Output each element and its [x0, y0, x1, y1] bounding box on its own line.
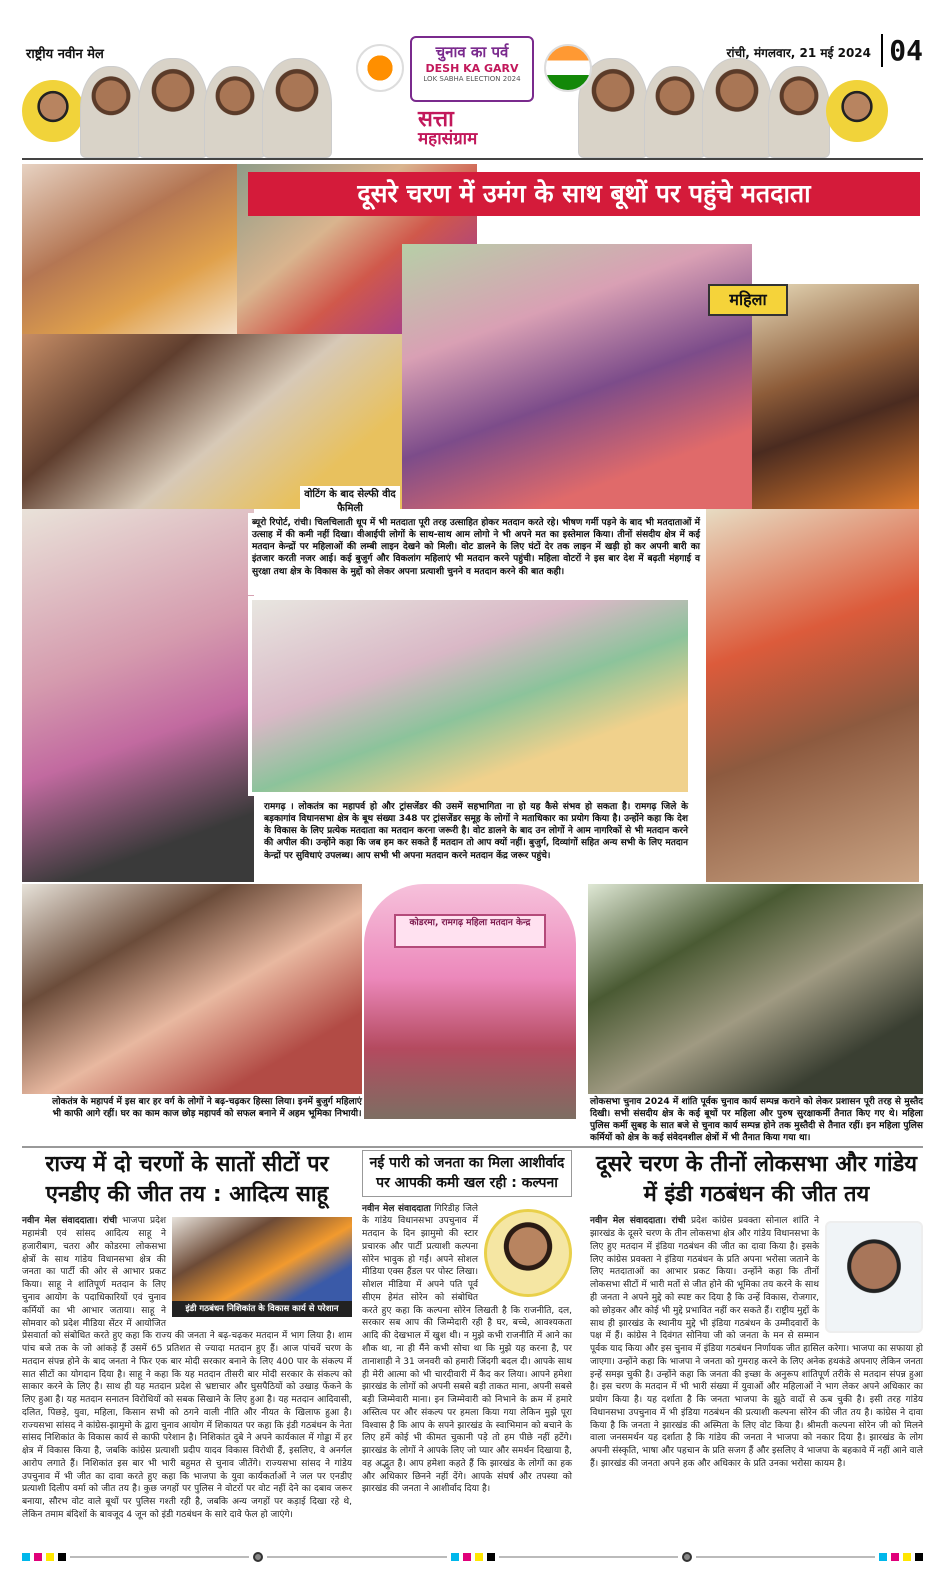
story-text: गिरिडीह जिले के गांडेय विधानसभा उपचुनाव में मतदान के दिन झामुमो की स्टार प्रचारक और पार्टी प्रत्याशी कल्पना सोरेन भावुक हो गईं। अपने सोशल मीडिया एक्स हैंडल पर पोस्ट लिखा। सोशल मीडिया में अपने पति पूर्व सीएम हेमंत सोरेन को संबोधित करते हुए कहा कि कल्पना सोरेन लिखती है कि राजनीति, दल, सरकार सब आप की जिम्मेदारी रही है घर, बच्चे, आवश्यकता आदि की देखभाल में खुश थी। न मुझे कभी राजनीति में आने का शौक था, ना ही मैंने कभी सोचा था कि मुझे यह करना है, पर तानाशाही ने 31 जनवरी को हमारी जिंदगी बदल दी। आपके साथ ही मेरी आत्मा को भी चारदीवारी में कैद कर लिया। आपने हमेशा झारखंड के लोगों को अपनी सबसे बड़ी ताकत माना, अपनी सबसे बड़ी जिम्मेवारी माना। इन जिम्मेवारी को निभाने के क्रम में हमारे अस्तित्व पर और संकल्प पर हमला किया गया लेकिन मुझे पूरा विश्वास है कि आप के सपने झारखंड के स्वाभिमान को बचाने के लिए हमें कोई भी कीमत चुकानी पड़े तो हम पीछे नहीं हटेंगे। झारखंड के लोगों ने आपके लिए जो प्यार और समर्थन दिखाया है, वह अद्भुत है। आप हमेशा कहते हैं कि झारखंड के लोगों का हक और अधिकार छिनने नहीं देंगे। आपके संघर्ष और तपस्या को झारखंड की जनता ने आशीर्वाद दिया है।: [362, 1203, 572, 1495]
women-booth-arch-sign: कोडरमा, रामगढ़ महिला मतदान केन्द्र: [394, 914, 546, 948]
woman-voter-closeup-photo: [752, 284, 919, 509]
story-dateline: नवीन मेल संवाददाता: [362, 1203, 431, 1214]
booth-sign: महिला: [708, 284, 788, 316]
hero-collage: [22, 164, 919, 882]
voters-photo: [22, 164, 237, 334]
black-swatch: [487, 1553, 495, 1561]
story-dateline: नवीन मेल संवाददाता। रांची: [22, 1216, 118, 1227]
section-title-line2: महासंग्राम: [418, 129, 478, 150]
leader-portrait: [138, 58, 208, 158]
story-headline: दूसरे चरण के तीनों लोकसभा और गांडेय में इंडी गठबंधन की जीत तय: [595, 1152, 918, 1207]
queue-men-photo: [22, 884, 362, 1094]
leader-portrait: [644, 66, 706, 158]
yellow-swatch: [903, 1553, 911, 1561]
black-swatch: [58, 1553, 66, 1561]
hero-story: ब्यूरो रिपोर्ट, रांची। चिलचिलाती धूप में भी मतदाता पूरी तरह उत्साहित होकर मतदान करते रहे। भीषण गर्मी पड़ने के बाद भी मतदाताओं में उत्साह में की कमी नहीं दिखा। वीआईपी लोगों के साथ-साथ आम लोगो ने भी अपने मत का इस्तेमाल किया। तीनों संसदीय क्षेत्र में कई मतदान केन्द्रों पर महिलाओं की लम्बी लाइन देखने को मिली। वोट डालने के लिए घंटों देर तक लाइन में खड़ी हो कर अपनी बारी का इंतजार करती नजर आई। कई बुजुर्ग और विकलांग महिलाएं भी मतदान करने पहुंची। महिला वोटरों ने इस बार देश में बढ़ती मंहगाई व सुरक्षा तथा क्षेत्र के विकास के मुद्दों को लेकर अपना प्रत्याशी चुनने व मतदान करने की बात कही।: [248, 513, 704, 595]
cyan-swatch: [22, 1553, 30, 1561]
story-body: [22, 1215, 352, 1521]
story-text-continued: उन्होंने कहा कि जनता की इच्छा के अनुरूप शांतिपूर्ण तरीके से मतदान संपन्न हुआ है। इस चरण के मतदान में भी भारी संख्या में युवाओं और महिलाओं ने भाग लेकर अपने अधिकार का प्रयोग किया है। यह दर्शाता है कि जनता भाजपा के झूठे वादों से ऊब चुकी है। इसी तरह गांडेय विधानसभा उपचुनाव में भी इंडिया गठबंधन की प्रत्याशी कल्पना सोरेन की जीत तय है। कांग्रेस ने दावा किया है कि जनता ने झारखंड की अस्मिता के लिए वोट किया है। श्रीमती कल्पना सोरेन जी को मिलने वाला जनसमर्थन यह दर्शाता है कि गांडेय की जनता ने भाजपा को नकार दिया है। झारखंड के लोग अपनी संस्कृति, भाषा और पहचान के प्रति सजग हैं और इसलिए वे भाजपा के बहकावे में नहीं आने वाले हैं। झारखंड की जनता अपने हक और अधिकार के प्रति उनका भरोसा कायम है।: [590, 1369, 923, 1469]
yellow-swatch: [46, 1553, 54, 1561]
logo-title: चुनाव का पर्व: [435, 43, 509, 61]
page-number: 04: [881, 34, 923, 67]
magenta-swatch: [891, 1553, 899, 1561]
photo-caption: इंडी गठबंधन निशिकांत के विकास कार्य से परेशान: [172, 1301, 352, 1317]
leader-portrait: [22, 80, 84, 142]
security-caption: लोकसभा चुनाव 2024 में शांति पूर्वक चुनाव कार्य सम्पन्न कराने को लेकर प्रशासन पूरी तरह से मुस्तैद दिखी। सभी संसदीय क्षेत्र के कई बूथों पर महिला और पुरुष सुरक्षाकर्मी तैनात किए गए थे। महिला पुलिस कर्मी सुबह के सात बजे से चुनाव कार्य सम्पन्न होने तक मुस्तैदी से तैनात रहीं। इन महिला पुलिस कर्मियों को क्षेत्र के कई संवेदनशील क्षेत्रों में भी तैनात किया गया था।: [590, 1097, 923, 1144]
magenta-swatch: [34, 1553, 42, 1561]
story-body: [590, 1215, 923, 1470]
photo-row: [22, 884, 923, 1144]
cyan-swatch: [451, 1553, 459, 1561]
selfie-caption: वोटिंग के बाद सेल्फी वीद फैमिली: [300, 486, 400, 517]
women-voters-photo: [402, 244, 752, 509]
story-kalpana: [362, 1150, 572, 1496]
leader-portrait: [826, 80, 888, 142]
logo-subtitle: DESH KA GARV: [425, 62, 519, 75]
date-line: रांची, मंगलवार, 21 मई 2024: [726, 46, 871, 60]
story-dateline: नवीन मेल संवाददाता। रांची: [590, 1216, 686, 1227]
black-swatch: [915, 1553, 923, 1561]
section-title-line1: सत्ता: [418, 107, 454, 132]
story-text: भाजपा प्रदेश महामंत्री एवं सांसद आदित्य साहू ने हजारीबाग, चतरा और कोडरमा लोकसभा क्षेत्रों के साथ गांडेय विधानसभा क्षेत्र की जनता का पार्टी की ओर से आभार प्रकट किया। साहू ने शांतिपूर्ण मतदान के लिए चुनाव आयोग के पदाधिकारियों एवं चुनाव कर्मियों का भी आभार जताया। साहू ने सोमवार को प्रदेश मीडिया सेंटर में आयोजित प्रेसवार्ता को संबोधित करते हुए कहा कि राज्य की जनता ने बढ़-चढ़कर मतदान में भाग लिया है। शाम पांच बजे तक के जो आंकड़े हैं उसमें 65 प्रतिशत से ज्यादा मतदान हुए हैं। आज पांचवें चरण के मतदान संपन्न होने के बाद जनता ने फिर एक बार मोदी सरकार बनाने के लिए 400 पार के संकल्प में सात सीटों का योगदान दिया है। साहू ने कहा कि यह मतदान तीसरी बार मोदी सरकार के संकल्प को साकार करने के लिए है। साथ ही यह मतदान प्रदेश से भ्रष्टाचार और घुसपैठियों को उखाड़ फेंकने के लिए हुआ है। यह मतदान सनातन विरोधियों को सबक सिखाने के लिए हुआ है। यह मतदान आदिवासी, दलित, पिछड़े, युवा, महिला, किसान सभी को ठगने वाली नीति और नीयत के खिलाफ हुआ है।: [22, 1216, 352, 1418]
cyan-swatch: [879, 1553, 887, 1561]
story-india-alliance: [590, 1150, 923, 1471]
security-personnel-photo: [588, 884, 923, 1094]
selfie-family-photo: [22, 334, 402, 509]
masthead-divider: [22, 158, 923, 160]
leader-portrait: [702, 58, 772, 158]
story-headline: नई पारी को जनता का मिला आशीर्वाद पर आपकी कमी खल रही : कल्पना: [362, 1150, 572, 1197]
magenta-swatch: [463, 1553, 471, 1561]
story-aditya-sahu: [22, 1150, 352, 1522]
leader-portrait: [80, 66, 142, 158]
spokesperson-portrait: [825, 1221, 923, 1333]
kalpana-portrait: [484, 1209, 572, 1297]
registration-mark-icon: [682, 1552, 692, 1562]
press-conference-photo: [172, 1217, 352, 1317]
story-headline: राज्य में दो चरणों के सातों सीटों पर एनडीए की जीत तय : आदित्य साहू: [45, 1152, 329, 1207]
masthead: [22, 30, 923, 158]
yellow-swatch: [475, 1553, 483, 1561]
leader-portrait: [262, 58, 332, 158]
leader-portrait: [204, 66, 266, 158]
ramgarh-story: रामगढ़ । लोकतंत्र का महापर्व हो और ट्रांसजेंडर की उसमें सहभागिता ना हो यह कैसे संभव हो सकता है। रामगढ़ जिले के बड़कागांव विधानसभा क्षेत्र के बूथ संख्या 348 पर ट्रांसजेंडर समूह के लोगों ने मताधिकार का प्रयोग किया है। उन्होंने कहा कि देश के विकास के लिए प्रत्येक मतदाता का मतदान करना जरूरी है। वोट डालने के बाद उन लोगों ने आम नागरिकों से भी मतदान करने की अपील की। उन्होंने कहा कि जब हम कर सकते हैं मतदान तो आप क्यों नहीं। बुजुर्ग, दिव्यांगों सहित अन्य सभी के लिए मतदान केन्द्रों पर सुविधाएं उपलब्ध। आप सभी भी अपना मतदान करने मतदान केंद्र जरूर पहुंचे।: [260, 798, 692, 882]
elderly-voter-photo: [706, 509, 919, 882]
registration-mark-icon: [253, 1552, 263, 1562]
section-title: [418, 108, 477, 149]
story-text-continued: राज्यसभा सांसद ने कांग्रेस-झामुमो के द्वारा चुनाव आयोग में शिकायत पर कहा कि इंडी गठबंधन के नेता सांसद निशिकांत के विकास कार्य से काफी परेशान है। निशिकांत दुबे ने अपने कार्यकाल में गोड्डा में हर क्षेत्र में विकास किया है, जबकि कांग्रेस प्रत्याशी प्रदीप यादव विकास विरोधी हैं, इसलिए, वे अनर्गल आरोप लगाते हैं। निशिकांत इस बार भी भारी बहुमत से चुनाव जीतेंगे। राज्यसभा सांसद ने गांडेय उपचुनाव में भी जीत का दावा करते हुए कहा कि भाजपा के युवा कार्यकर्ताओं ने जल पर एनडीए प्रत्याशी दिलीप वर्मा को जीत तय है। कुछ जगहों पर पुलिस ने वोटरों पर वोट नहीं देने का दबाव जरूर बनाया, सौरभ वोट वाले बूथों पर पुलिस गश्ती रही है, जबकि अन्य जगहों पर कड़ाई दिखा रहे थे, लेकिन तमाम बंदिशों के बावजूद 4 जून को इंडी गठबंधन के सारे दावे फेल हो जाएंगे।: [22, 1420, 352, 1520]
story-body: [362, 1203, 572, 1497]
section-divider: [22, 1146, 923, 1148]
hero-headline: दूसरे चरण में उमंग के साथ बूथों पर पहुंचे मतदाता: [248, 172, 920, 216]
print-color-bar: [22, 1552, 923, 1562]
logo-tagline: LOK SABHA ELECTION 2024: [423, 75, 521, 83]
congress-logo-icon: [544, 44, 592, 92]
election-logo: [410, 36, 534, 102]
wheelchair-voter-photo: [22, 509, 254, 882]
bjp-logo-icon: [356, 44, 404, 92]
queue-caption: लोकतंत्र के महापर्व में इस बार हर वर्ग के लोगों ने बढ़-चढ़कर हिस्सा लिया। इनमें बुजुर्ग महिलाएं भी काफी आगे रहीं। घर का काम काज छोड़ महापर्व को सफल बनाने में अहम भूमिका निभायी।: [52, 1097, 362, 1120]
paper-name: राष्ट्रीय नवीन मेल: [26, 47, 104, 62]
story-text: प्रदेश कांग्रेस प्रवक्ता सोनाल शांति ने झारखंड के दूसरे चरण के तीन लोकसभा क्षेत्र और गांडेय विधानसभा के लिए हुए मतदान में इंडिया गठबंधन की जीत का दावा किया है। इसके लिए कांग्रेस प्रवक्ता ने इंडिया गठबंधन के प्रति अपना भरोसा जताने के लिए मतदाताओं का आभार प्रकट किया। उन्होंने कहा कि तीनों लोकसभा सीटों में भारी मतों से जीत होने की भूमिका तय करने के साथ ही जनता ने अपने मुद्दे को स्पष्ट कर दिया है कि उन्हें विकास, रोजगार, को छोड़कर और कोई भी मुद्दे प्रभावित नहीं कर सकते हैं। राष्ट्रीय मुद्दों के साथ ही झारखंड के स्थानीय मुद्दे भी इंडिया गठबंधन के उम्मीदवारों के पक्ष में हैं। कांग्रेस ने दिवंगत सोनिया जी को जनता के मन से सम्मान पूर्वक याद किया और इस चुनाव में इंडिया गठबंधन निर्णायक जीत हासिल करेगा। भाजपा का सफाया हो जाएगा। उन्होंने कहा कि भाजपा ने जनता को गुमराह करने के लिए अनेक हथकंडे अपनाए लेकिन जनता इन्हें समझ चुकी है।: [590, 1216, 923, 1380]
leader-portrait: [768, 66, 830, 158]
transgender-voters-photo: [248, 596, 692, 796]
